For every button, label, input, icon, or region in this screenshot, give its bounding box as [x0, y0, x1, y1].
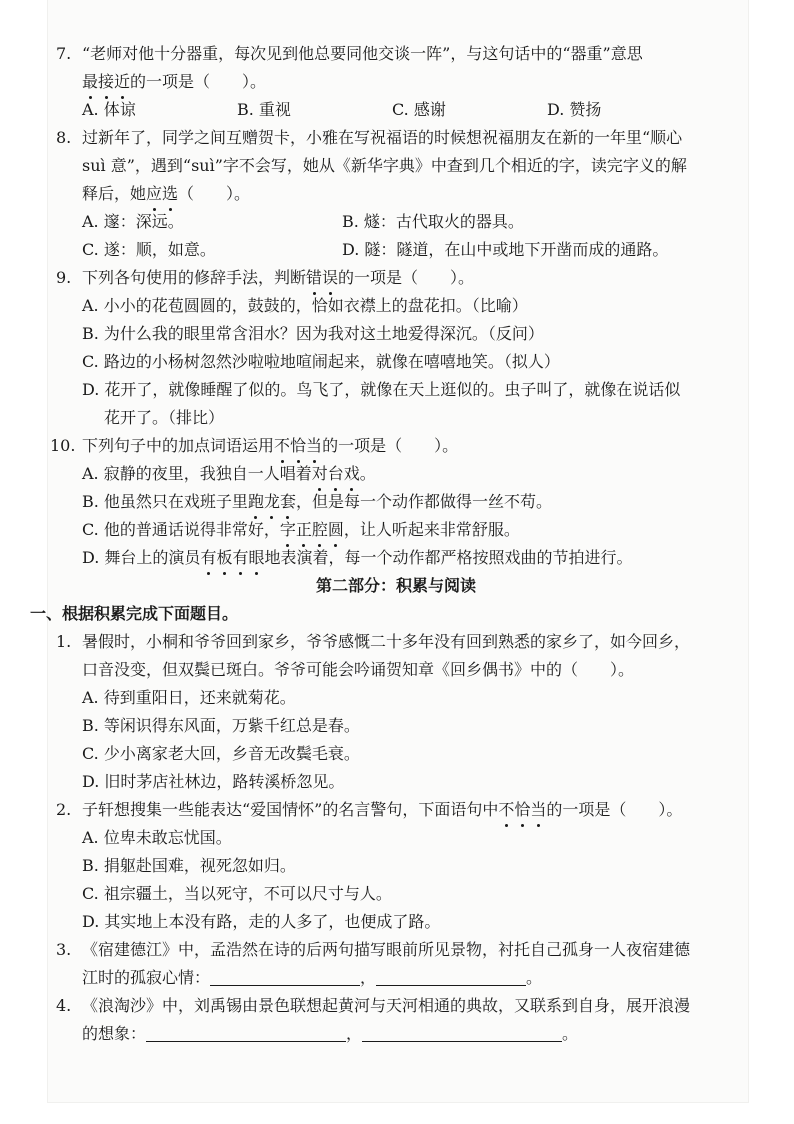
question-number: 3.	[56, 940, 72, 959]
emphasis-char: 跑	[248, 488, 264, 516]
part-title: 第二部分：积累与阅读	[315, 576, 476, 595]
question-text: 的想象：	[82, 1024, 147, 1043]
question-number: 8.	[56, 128, 72, 147]
punctuation: ，	[346, 1024, 363, 1043]
emphasis-char: 腔	[312, 516, 328, 544]
option-c[interactable]: C. 少小离家老大回，乡音无改鬓毛衰。	[82, 744, 360, 763]
option-c[interactable]: C. 祖宗疆土，当以死守，不可以尺寸与人。	[82, 884, 392, 903]
emphasis-char: 不	[498, 796, 514, 824]
emphasis-char: 最	[82, 68, 98, 96]
emphasis-char: 当	[530, 796, 546, 824]
question-text: 的一项是（ ）。	[546, 800, 683, 819]
question-text: 口音没变，但双鬓已斑白。爷爷可能会吟诵贺知章《回乡偶书》中的（ ）。	[82, 660, 635, 679]
question-9	[56, 264, 736, 432]
section-question-3	[56, 936, 736, 992]
emphasis-char: 应	[146, 180, 162, 208]
option-b[interactable]: B. 燧：古代取火的器具。	[342, 212, 524, 231]
question-text: 过新年了，同学之间互赠贺卡，小雅在写祝福语的时候想祝福朋友在新的一年里“顺心	[82, 128, 683, 147]
emphasized-word	[200, 548, 264, 567]
option-d[interactable]	[50, 544, 736, 572]
emphasis-char: 接	[98, 68, 114, 96]
option-c[interactable]	[50, 516, 736, 544]
question-text: suì 意”，遇到“suì”字不会写，她从《新华字典》中查到几个相近的字，读完字义的解	[82, 156, 687, 175]
answer-blank-1[interactable]	[210, 967, 360, 986]
question-text: 下列各句使用的修辞手法，判断	[82, 268, 307, 287]
emphasized-word	[248, 492, 296, 511]
question-text: 《浪淘沙》中，刘禹锡由景色联想起黄河与天河相通的典故，又联系到自身，展开浪漫	[82, 996, 691, 1015]
question-number: 2.	[56, 800, 72, 819]
section-question-4	[56, 992, 736, 1048]
option-d[interactable]: D. 隧：隧道，在山中或地下开凿而成的通路。	[342, 240, 669, 259]
options-row	[56, 236, 736, 264]
option-d-continued: 花开了。（排比）	[104, 408, 225, 427]
option-d[interactable]: D. 旧时茅店社林边，路转溪桥忽见。	[82, 772, 345, 791]
question-text: 的一项是（ ）。	[130, 72, 267, 91]
punctuation: ，	[360, 968, 377, 987]
option-a[interactable]: A. 小小的花苞圆圆的，鼓鼓的，恰如衣襟上的盘花扣。（比喻）	[82, 296, 528, 315]
emphasis-char: 当	[306, 432, 322, 460]
emphasis-char: 错	[306, 264, 322, 292]
punctuation: 。	[562, 1024, 579, 1043]
option-text: B. 他虽然只在戏班子里	[82, 492, 248, 511]
option-text: 地表演着，每一个动作都严格按照戏曲的节拍进行。	[264, 548, 633, 567]
question-text: 《宿建德江》中，孟浩然在诗的后两句描写眼前所见景物，衬托自己孤身一人夜宿建德	[82, 940, 691, 959]
section-question-2	[56, 796, 736, 936]
question-text: 下列句子中的加点词语运用	[82, 436, 275, 455]
emphasis-char: 台	[328, 460, 344, 488]
emphasis-char: 不	[274, 432, 290, 460]
question-text: 子轩想搜集一些能表达“爱国情怀”的名言警句，下面语句中	[82, 800, 499, 819]
option-a[interactable]: A. 体谅	[82, 100, 136, 119]
answer-blank-2[interactable]	[362, 1023, 562, 1042]
options-row	[56, 96, 736, 124]
question-number: 4.	[56, 996, 72, 1015]
section-question-1	[56, 628, 736, 796]
question-text: 释后，她	[82, 184, 147, 203]
emphasized-word	[146, 184, 178, 203]
emphasis-char: 选	[162, 180, 178, 208]
emphasized-word	[312, 464, 360, 483]
emphasis-char: 误	[322, 264, 338, 292]
emphasis-char: 近	[114, 68, 130, 96]
question-text: 的一项是（ ）。	[322, 436, 459, 455]
option-b[interactable]	[50, 488, 736, 516]
answer-blank-1[interactable]	[146, 1023, 346, 1042]
question-7	[56, 40, 736, 124]
emphasis-char: 恰	[514, 796, 530, 824]
option-b[interactable]: B. 重视	[237, 100, 291, 119]
question-text: 暑假时，小桐和爷爷回到家乡，爷爷感慨二十多年没有回到熟悉的家乡了，如今回乡，	[82, 632, 691, 651]
question-number: 9.	[56, 268, 72, 287]
emphasized-word	[280, 520, 344, 539]
emphasis-char: 套	[280, 488, 296, 516]
emphasized-word	[82, 72, 130, 91]
option-a[interactable]	[50, 460, 736, 488]
emphasis-char: 圆	[328, 516, 344, 544]
emphasized-word	[498, 800, 546, 819]
option-text: D. 舞台上的演员	[82, 548, 201, 567]
exam-content	[30, 40, 736, 1048]
option-c[interactable]: C. 路边的小杨树忽然沙啦啦地喧闹起来，就像在嘻嘻地笑。（拟人）	[82, 352, 560, 371]
option-a[interactable]: A. 邃：深远。	[82, 212, 184, 231]
option-c[interactable]: C. 感谢	[392, 100, 446, 119]
emphasized-word	[274, 436, 322, 455]
emphasis-char: 正	[296, 516, 312, 544]
punctuation: 。	[526, 968, 543, 987]
question-number: 10.	[50, 436, 76, 455]
question-10	[50, 432, 736, 572]
option-a[interactable]: A. 位卑未敢忘忧国。	[82, 828, 232, 847]
emphasis-char: 龙	[264, 488, 280, 516]
emphasized-word	[306, 268, 338, 287]
question-text: 江时的孤寂心情：	[82, 968, 211, 987]
option-b[interactable]: B. 捐躯赴国难，视死忽如归。	[82, 856, 296, 875]
option-text: A. 寂静的夜里，我独自一人唱着	[82, 464, 312, 483]
emphasis-char: 字	[280, 516, 296, 544]
option-text: 。	[359, 464, 376, 483]
emphasis-char: 板	[216, 544, 232, 572]
question-text: “老师对他十分器重，每次见到他总要同他交谈一阵”，与这句话中的“器重”意思	[82, 44, 643, 63]
option-text: ，让人听起来非常舒服。	[343, 520, 520, 539]
option-c[interactable]: C. 遂：顺，如意。	[82, 240, 216, 259]
option-a[interactable]: A. 待到重阳日，还来就菊花。	[82, 688, 296, 707]
option-b[interactable]: B. 等闲识得东风面，万紫千红总是春。	[82, 716, 360, 735]
option-d[interactable]: D. 花开了，就像睡醒了似的。鸟飞了，就像在天上逛似的。虫子叫了，就像在说话似	[82, 380, 681, 399]
option-b[interactable]: B. 为什么我的眼里常含泪水？因为我对这土地爱得深沉。（反问）	[82, 324, 544, 343]
question-number: 1.	[56, 632, 72, 651]
emphasis-char: 戏	[344, 460, 360, 488]
emphasis-char: 恰	[290, 432, 306, 460]
option-text: C. 他的普通话说得非常好，	[82, 520, 280, 539]
options-row	[56, 208, 736, 236]
emphasis-char: 有	[200, 544, 216, 572]
section-heading: 一、根据积累完成下面题目。	[30, 604, 239, 623]
option-d[interactable]: D. 其实地上本没有路，走的人多了，也便成了路。	[82, 912, 441, 931]
emphasis-char: 眼	[248, 544, 264, 572]
emphasis-char: 对	[312, 460, 328, 488]
question-text: （ ）。	[178, 184, 251, 203]
question-text: 的一项是（ ）。	[338, 268, 475, 287]
question-number: 7.	[56, 44, 72, 63]
emphasis-char: 有	[232, 544, 248, 572]
option-text: ，但是每一个动作都做得一丝不苟。	[295, 492, 552, 511]
answer-blank-2[interactable]	[376, 967, 526, 986]
option-d[interactable]: D. 赞扬	[547, 100, 602, 119]
question-8	[56, 124, 736, 264]
